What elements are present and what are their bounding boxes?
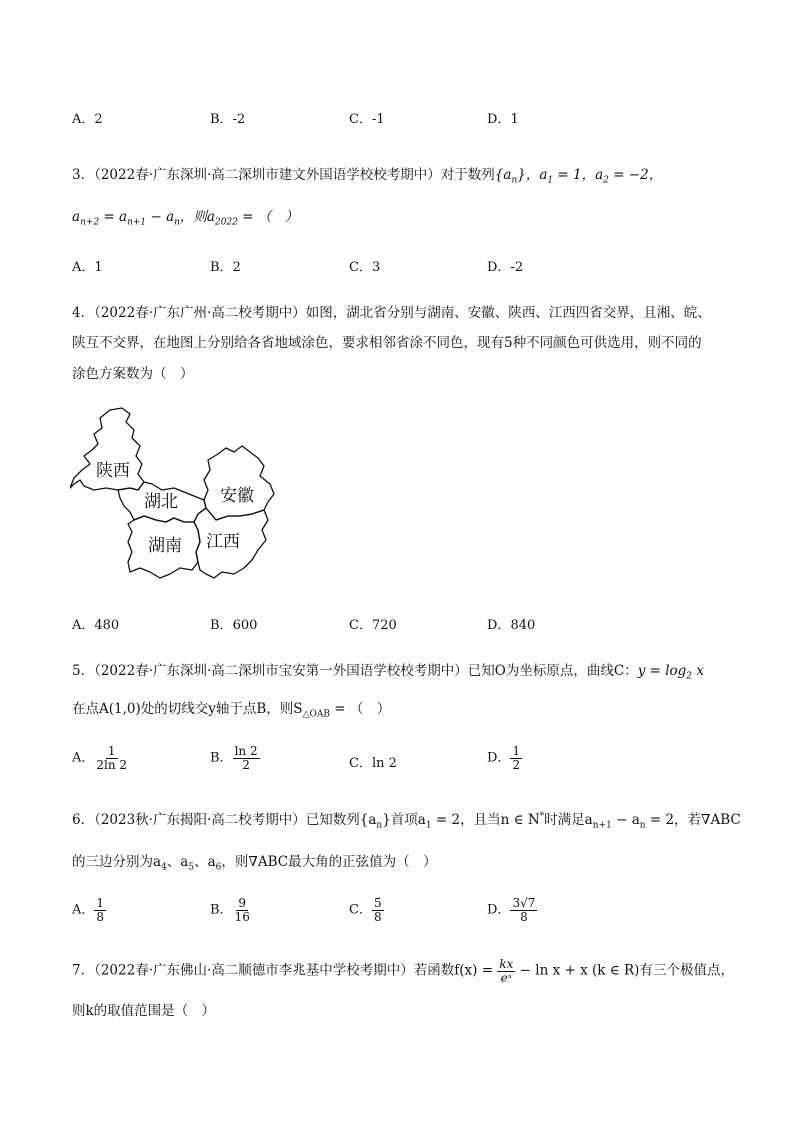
map-label-shaanxi: 陕西 [96, 461, 130, 481]
q6-option-a: A． $\frac{1}{8}$ [72, 896, 105, 924]
q6-option-d: D． $\frac{3√7}{8}$ [487, 896, 536, 924]
q5-option-d: D． $\frac{1}{2}$ [487, 744, 521, 772]
q4-line3: 涂色方案数为（ ） [72, 366, 194, 382]
q4-option-b: B．600 [210, 618, 258, 633]
map-label-jiangxi: 江西 [206, 532, 240, 552]
q5-line1: 5．（2022春·广东深圳·高二深圳市宝安第一外国语学校校考期中）已知O为坐标原点，曲线C：$y = \log_2 x$ [72, 663, 704, 682]
map-label-hunan: 湖南 [148, 536, 182, 556]
q6-option-b: B． $\frac{9}{16}$ [210, 896, 250, 924]
q5-option-b: B． $\frac{\ln 2}{2}$ [210, 744, 258, 772]
q4-option-c: C．720 [349, 618, 397, 633]
q5-option-c: C．ln 2 [349, 756, 397, 771]
province-map [70, 404, 285, 590]
map-label-hubei: 湖北 [144, 492, 178, 512]
map-region-anhui [204, 446, 274, 520]
q7-line2: 则k的取值范围是（ ） [72, 1003, 216, 1019]
q6-line2: 的三边分别为$a_4$、$a_5$、$a_6$，则∇ABC最大角的正弦值为（ ） [72, 854, 437, 873]
q6-line1: 6．（2023秋·广东揭阳·高二校考期中）已知数列$\{a_n\}$首项$a_1 = 2$，且当n ∈ N*时满足$a_{n+1} - a_n = 2$，若∇ABC [72, 811, 741, 831]
q3-option-b: B．2 [210, 260, 241, 275]
q5-line2: 在点A(1,0)处的切线交y轴于点B，则$S_{\triangle OAB}$ = （ ） [72, 701, 391, 720]
q3-option-c: C．3 [349, 260, 381, 275]
q2-option-c: C．-1 [349, 112, 385, 127]
q3-option-d: D．-2 [487, 260, 524, 275]
q4-option-a: A．480 [72, 618, 120, 633]
q2-option-d: D．1 [487, 112, 519, 127]
q3-line1: 3．（2022春·广东深圳·高二深圳市建文外国语学校校考期中）对于数列$\{a_n\}$，$a_1 = 1$，$a_2 = -2$， [72, 167, 663, 186]
map-label-anhui: 安徽 [220, 486, 254, 506]
q3-line2: $a_{n+2} = a_{n+1} - a_n$，则$a_{2022}$ = （ ） [72, 209, 299, 228]
q7-line1: 7．（2022春·广东佛山·高二顺德市李兆基中学校考期中）若函数f(x) = $\frac{kx}{\text{eˣ}}$ − ln x + x (k ∈ R)有三个极值点， [72, 957, 734, 985]
q2-option-a: A．2 [72, 112, 103, 127]
q3-option-a: A．1 [72, 260, 103, 275]
q6-option-c: C． $\frac{5}{8}$ [349, 896, 382, 924]
q4-line1: 4．（2022春·广东广州·高二校考期中）如图，湖北省分别与湖南、安徽、陕西、江西四省交界，且湘、皖、 [72, 305, 711, 321]
q4-line2: 陕互不交界，在地图上分别给各省地域涂色，要求相邻省涂不同色，现有5种不同颜色可供选用，则不同的 [72, 335, 702, 351]
q4-option-d: D．840 [487, 618, 536, 633]
q2-option-b: B．-2 [210, 112, 246, 127]
q5-option-a: A． $\frac{1}{2\ln 2}$ [72, 744, 128, 772]
